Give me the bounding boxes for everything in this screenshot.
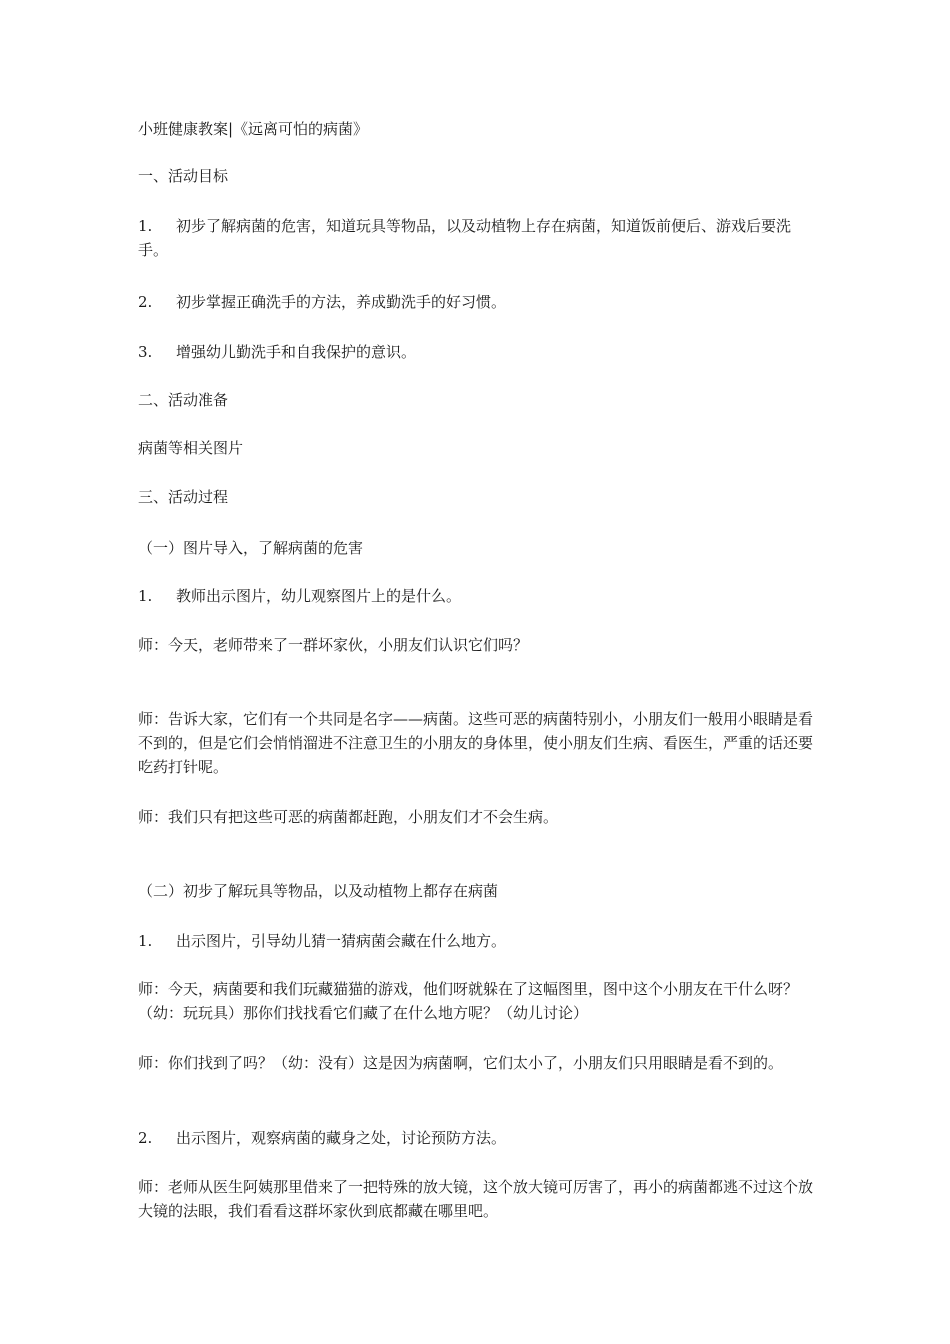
part1-dialogue-2: 师：告诉大家，它们有一个共同是名字——病菌。这些可恶的病菌特别小，小朋友们一般用小眼睛是看不到的，但是它们会悄悄溜进不注意卫生的小朋友的身体里，使小朋友们生病、看医生，严重的话还要吃药打针呢。 (138, 710, 814, 776)
goal-item-1-text: 初步了解病菌的危害，知道玩具等物品，以及动植物上存在病菌，知道饭前便后、游戏后要洗手。 (138, 217, 792, 259)
section-heading-goals: 一、活动目标 (138, 167, 229, 185)
part1-step-1-text: 教师出示图片，幼儿观察图片上的是什么。 (176, 587, 462, 605)
part1-step-1-number: 1. (138, 587, 153, 605)
prep-text: 病菌等相关图片 (138, 439, 244, 457)
part2-heading: （二）初步了解玩具等物品，以及动植物上都存在病菌 (138, 882, 499, 900)
part2-step-1 (138, 929, 818, 953)
section-heading-prep: 二、活动准备 (138, 391, 229, 409)
goal-item-2 (138, 290, 818, 314)
document-title: 小班健康教案|《远离可怕的病菌》 (138, 120, 369, 138)
part2-step-2-text: 出示图片，观察病菌的藏身之处，讨论预防方法。 (176, 1129, 507, 1147)
part2-dialogue-3: 师：老师从医生阿姨那里借来了一把特殊的放大镜，这个放大镜可厉害了，再小的病菌都逃不过这个放大镜的法眼，我们看看这群坏家伙到底都藏在哪里吧。 (138, 1178, 814, 1220)
goal-item-3-number: 3. (138, 343, 153, 361)
goal-item-3 (138, 340, 818, 364)
goal-item-1-number: 1. (138, 217, 153, 235)
goal-item-1 (138, 214, 818, 262)
part1-step-1 (138, 584, 818, 608)
section-heading-process: 三、活动过程 (138, 488, 229, 506)
part2-dialogue-2: 师：你们找到了吗？（幼：没有）这是因为病菌啊，它们太小了，小朋友们只用眼睛是看不到的。 (138, 1054, 784, 1072)
part1-heading: （一）图片导入，了解病菌的危害 (138, 539, 364, 557)
part2-step-2-number: 2. (138, 1129, 153, 1147)
part1-dialogue-3: 师：我们只有把这些可恶的病菌都赶跑，小朋友们才不会生病。 (138, 808, 559, 826)
part2-step-1-text: 出示图片，引导幼儿猜一猜病菌会藏在什么地方。 (176, 932, 507, 950)
part1-dialogue-1: 师：今天，老师带来了一群坏家伙，小朋友们认识它们吗？ (138, 636, 529, 654)
part2-step-2 (138, 1126, 818, 1150)
goal-item-2-text: 初步掌握正确洗手的方法，养成勤洗手的好习惯。 (176, 293, 507, 311)
part2-dialogue-1: 师：今天，病菌要和我们玩藏猫猫的游戏，他们呀就躲在了这幅图里，图中这个小朋友在干什么呀？（幼：玩玩具）那你们找找看它们藏了在什么地方呢？（幼儿讨论） (138, 980, 799, 1022)
goal-item-3-text: 增强幼儿勤洗手和自我保护的意识。 (176, 343, 417, 361)
part2-step-1-number: 1. (138, 932, 153, 950)
goal-item-2-number: 2. (138, 293, 153, 311)
